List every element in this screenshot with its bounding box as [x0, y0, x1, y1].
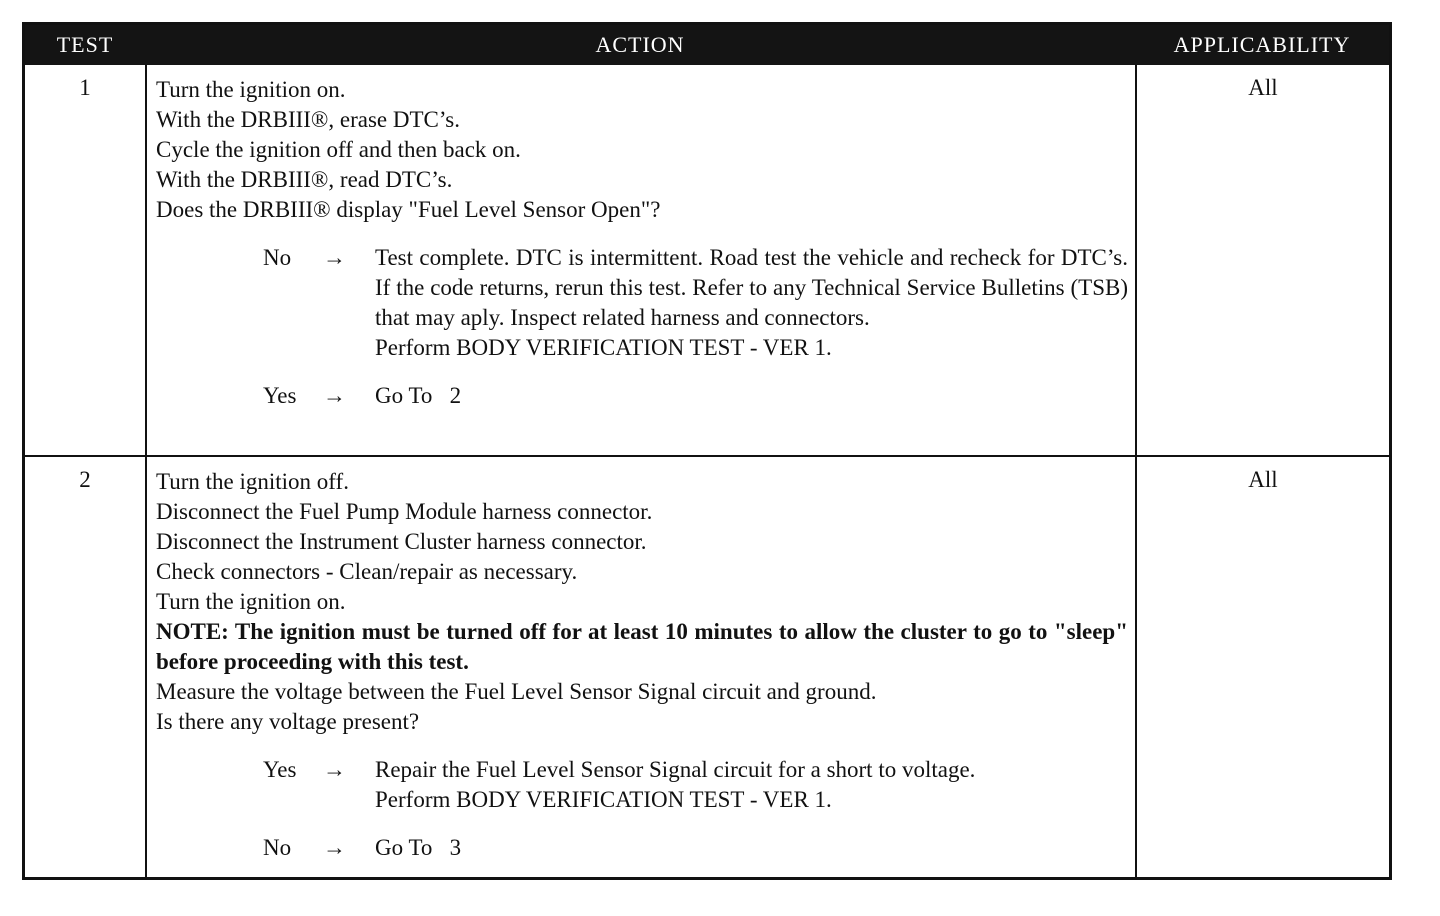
arrow-icon: → — [323, 383, 346, 408]
branch-no — [156, 833, 1128, 863]
branch-text — [375, 833, 1128, 863]
step-text: With the DRBIII®, erase DTC’s. — [156, 107, 460, 132]
branch-label: No — [263, 835, 292, 860]
step-text: Cycle the ignition off and then back on. — [156, 137, 521, 162]
step-text: Measure the voltage between the Fuel Level Sensor Signal circuit and ground. — [156, 679, 877, 704]
step-text: Turn the ignition on. — [156, 77, 346, 102]
test-number: 1 — [79, 75, 91, 100]
step-text: Disconnect the Fuel Pump Module harness connector. — [156, 499, 653, 524]
table-row — [25, 457, 1389, 877]
branch-label: Yes — [263, 757, 297, 782]
arrow-icon: → — [323, 757, 346, 782]
step-text: Turn the ignition off. — [156, 469, 349, 494]
step-text: With the DRBIII®, read DTC’s. — [156, 167, 453, 192]
branch-text — [375, 243, 1128, 363]
step-text: Disconnect the Instrument Cluster harness connector. — [156, 529, 647, 554]
branch-yes — [156, 755, 1128, 815]
branch-result: Test complete. DTC is intermittent. Road test the vehicle and recheck for DTC’s. If the code returns, rerun this test. Refer to any Technical Service Bulletins (TSB) that may aply. Inspect related harness and connectors. — [375, 245, 1128, 330]
branch-yes — [156, 381, 1128, 411]
header-applicability: APPLICABILITY — [1173, 32, 1351, 57]
applicability-value: All — [1248, 467, 1278, 492]
branch-result: Perform BODY VERIFICATION TEST - VER 1. — [375, 787, 832, 812]
test-number: 2 — [79, 467, 91, 492]
step-text: Turn the ignition on. — [156, 589, 346, 614]
branch-label: No — [263, 245, 292, 270]
step-text: Does the DRBIII® display "Fuel Level Sensor Open"? — [156, 197, 661, 222]
table-row — [25, 65, 1389, 455]
action-cell — [156, 467, 1128, 863]
branch-text — [375, 755, 1128, 815]
branch-label: Yes — [263, 383, 297, 408]
step-text: Check connectors - Clean/repair as necessary. — [156, 559, 578, 584]
arrow-icon: → — [323, 835, 346, 860]
table-header — [25, 25, 1389, 65]
header-test: TEST — [56, 32, 114, 57]
step-text: Is there any voltage present? — [156, 709, 420, 734]
header-action: ACTION — [595, 32, 685, 57]
applicability-value: All — [1248, 75, 1278, 100]
branch-result: Perform BODY VERIFICATION TEST - VER 1. — [375, 335, 832, 360]
arrow-icon: → — [323, 245, 346, 270]
diagnostic-test-table — [22, 22, 1392, 880]
note-text: NOTE: The ignition must be turned off for at least 10 minutes to allow the cluster to go to "sleep" before proceeding with this test. — [156, 619, 1128, 674]
branch-text — [375, 381, 1128, 411]
branch-result: Repair the Fuel Level Sensor Signal circuit for a short to voltage. — [375, 757, 976, 782]
branch-no — [156, 243, 1128, 363]
branch-result: Go To 2 — [375, 383, 462, 408]
action-cell — [156, 75, 1128, 411]
branch-result: Go To 3 — [375, 835, 462, 860]
